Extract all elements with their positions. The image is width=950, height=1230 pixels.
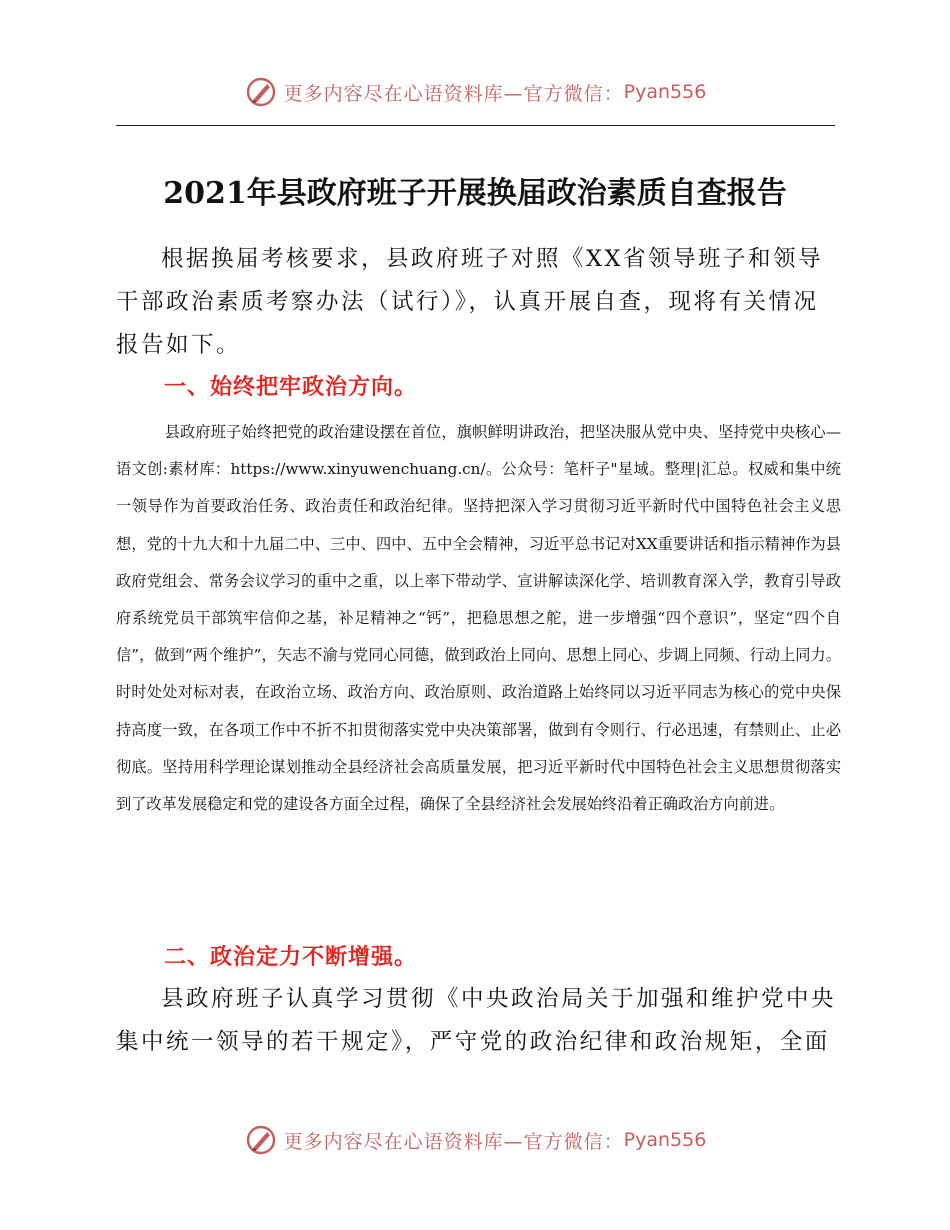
pen-logo-icon — [244, 75, 278, 109]
section-heading-2: 二、政治定力不断增强。 — [164, 945, 418, 970]
banner-text: 更多内容尽在心语资料库—官方微信： — [283, 82, 624, 105]
section-heading-1: 一、始终把牢政治方向。 — [164, 375, 418, 400]
intro-paragraph: 根据换届考核要求，县政府班子对照《XX省领导班子和领导干部政治素质考察办法（试行）》，认真开展自查，现将有关情况报告如下。 — [116, 246, 824, 358]
banner-text: 更多内容尽在心语资料库—官方微信： — [283, 1130, 624, 1153]
section-body-1: 县政府班子始终把党的政治建设摆在首位，旗帜鲜明讲政治，把坚决服从党中央、坚持党中央核心—语文创:素材库：https://www.xinyuwenchuang.cn/。公众号：笔杆子"星域。整理|汇总。权威和集中统一领导作为首要政治任务、政治责任和政治纪律。坚持把深入学习贯彻习近平新时代中国特色社会主义思想，党的十九大和十九届二中、三中、四中、五中全会精神，习近平总书记对XX重要讲话和指示精神作为县政府党组会、常务会议学习的重中之重，以上率下带动学、宣讲解读深化学、培训教育深入学，教育引导政府系统党员干部筑牢信仰之基，补足精神之“钙”，把稳思想之舵，进一步增强“四个意识”，坚定“四个自信”，做到“两个维护”，矢志不渝与党同心同德，做到政治上同向、思想上同心、步调上同频、行动上同力。时时处处对标对表，在政治立场、政治方向、政治原则、政治道路上始终同以习近平同志为核心的党中央保持高度一致，在各项工作中不折不扣贯彻落实党中央决策部署，做到有令则行、行必迅速，有禁则止、止必彻底。坚持用科学理论谋划推动全县经济社会高质量发展，把习近平新时代中国特色社会主义思想贯彻落实到了改革发展稳定和党的建设各方面全过程，确保了全县经济社会发展始终沿着正确政治方向前进。 — [116, 423, 841, 814]
header-divider — [116, 125, 835, 126]
header-banner — [0, 70, 950, 114]
section-body-2: 县政府班子认真学习贯彻《中央政治局关于加强和维护党中央集中统一领导的若干规定》，严守党的政治纪律和政治规矩，全面 — [116, 986, 837, 1055]
footer-banner — [0, 1118, 950, 1162]
document-title: 2021年县政府班子开展换届政治素质自查报告 — [163, 176, 787, 211]
banner-wechat-id: Pyan556 — [623, 1129, 707, 1151]
pen-logo-icon — [244, 1123, 278, 1157]
banner-wechat-id: Pyan556 — [623, 81, 707, 103]
